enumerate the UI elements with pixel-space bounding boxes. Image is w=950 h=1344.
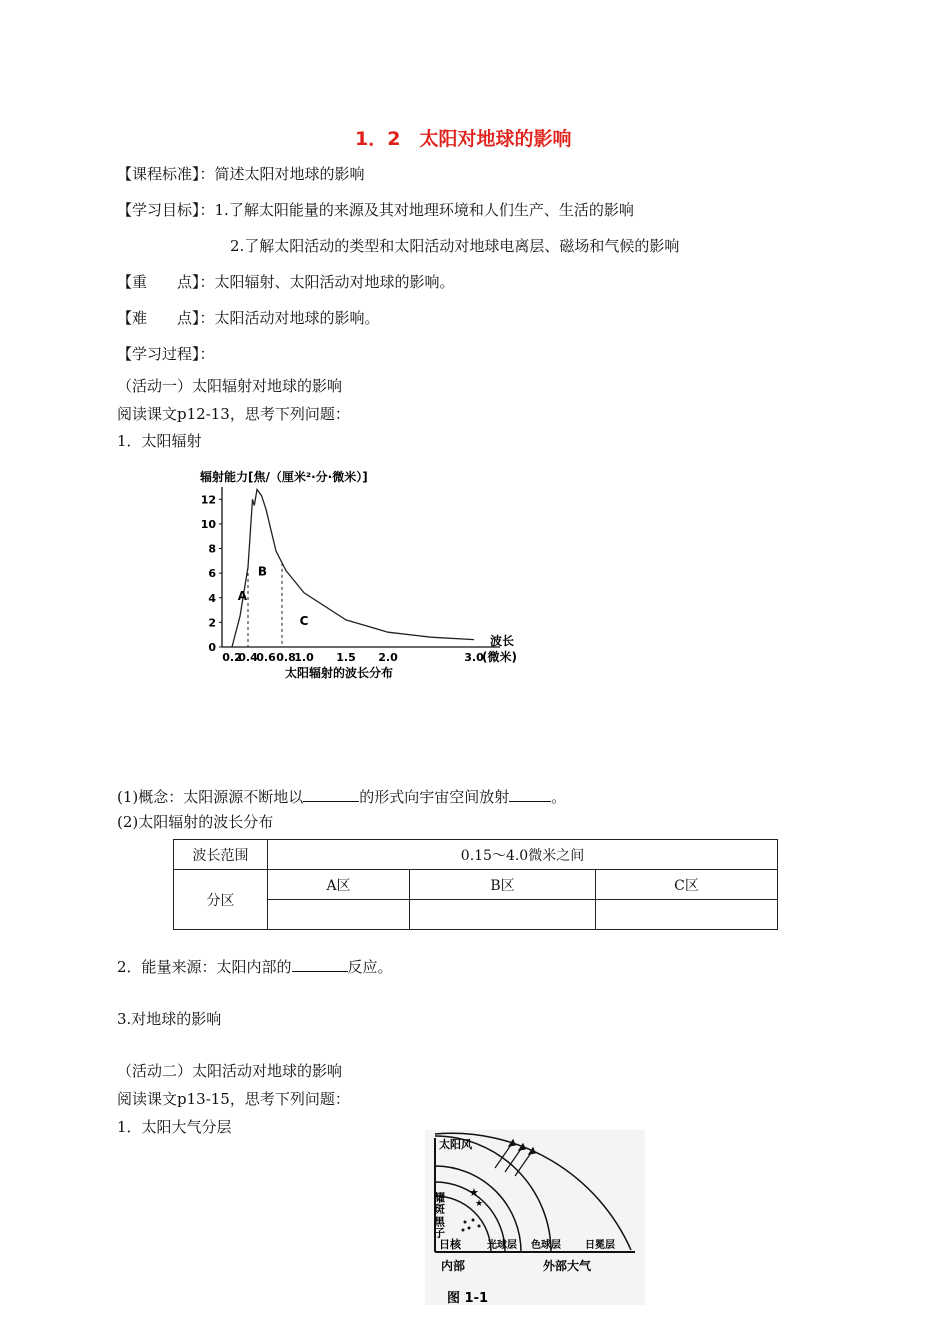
difficult-point-label: 【难 点】：: [117, 309, 215, 327]
activity2-read: 阅读课文p13-15，思考下列问题：: [117, 1090, 350, 1108]
course-standard-label: 【课程标准】：: [117, 165, 215, 183]
concept-text-c: 。: [551, 788, 567, 806]
zone-a-answer[interactable]: [268, 900, 410, 930]
key-point-label: 【重 点】：: [117, 273, 215, 291]
chart-title: 太阳辐射的波长分布: [285, 666, 394, 680]
figure-caption: 图 1-1: [447, 1291, 489, 1306]
y-tick-label: 10: [200, 517, 216, 531]
concept-text-b: 的形式向宇宙空间放射: [359, 788, 510, 806]
course-standard-text: 简述太阳对地球的影响: [214, 165, 365, 183]
x-tick-label: 2.0: [378, 651, 398, 664]
page-title: 1．2 太阳对地球的影响: [355, 128, 572, 150]
zone-label: 分区: [174, 870, 268, 930]
difficult-point: [117, 307, 380, 328]
answer-blank-form[interactable]: [303, 786, 359, 802]
energy-text-b: 反应。: [347, 958, 393, 976]
y-tick-label: 12: [200, 493, 216, 507]
y-tick-label: 4: [208, 591, 216, 605]
x-tick-label: 1.0: [294, 651, 314, 664]
layer-corona: 日冕层: [585, 1240, 615, 1251]
activity2-q1: 1．太阳大气分层: [117, 1118, 232, 1136]
solar-atmosphere-figure: [425, 1130, 645, 1310]
key-point-text: 太阳辐射、太阳活动对地球的影响。: [214, 273, 455, 291]
wavelength-table: [173, 839, 778, 930]
activity1-q1: 1．太阳辐射: [117, 432, 202, 450]
activity2-title: （活动二）太阳活动对地球的影响: [117, 1062, 343, 1080]
learning-goal-1: 1.了解太阳能量的来源及其对地理环境和人们生产、生活的影响: [214, 201, 634, 219]
learning-goal-2: 2.了解太阳活动的类型和太阳活动对地球电离层、磁场和气候的影响: [230, 237, 680, 255]
course-standard: [117, 163, 365, 184]
label-flare: 耀斑: [432, 1192, 446, 1214]
x-tick-label: 0.8: [276, 651, 296, 664]
activity1-read: 阅读课文p12-13，思考下列问题：: [117, 405, 350, 423]
x-tick-label: 0.6: [256, 651, 276, 664]
energy-text-a: 2．能量来源：太阳内部的: [117, 958, 292, 976]
answer-blank-substance[interactable]: [509, 786, 551, 802]
star-icon: ★: [469, 1186, 479, 1199]
zone-b: B区: [410, 870, 596, 900]
zone-a: A区: [268, 870, 410, 900]
answer-blank-reaction[interactable]: [292, 956, 348, 972]
label-solar-wind: 太阳风: [439, 1138, 472, 1151]
chart-ylabel: 辐射能力[焦/（厘米²·分·微米）]: [200, 470, 368, 484]
radiation-curve: [232, 490, 474, 648]
learning-goals-label: 【学习目标】：: [117, 201, 215, 219]
region-label-b: B: [257, 564, 267, 579]
y-tick-label: 6: [208, 567, 216, 581]
figure-background: [425, 1130, 645, 1305]
y-tick-label: 2: [208, 616, 216, 630]
y-tick-label: 0: [208, 641, 216, 654]
learning-goals: [117, 199, 634, 220]
chart-x-unit-label: 波长: [490, 634, 515, 648]
layer-core: 日核: [439, 1238, 461, 1251]
zone-c-answer[interactable]: [596, 900, 778, 930]
label-sunspot: 黑子: [432, 1216, 446, 1238]
impact-heading: 3.对地球的影响: [117, 1010, 222, 1028]
key-point: [117, 271, 455, 292]
region-label-a: A: [237, 589, 248, 604]
concept-text-a: (1)概念：太阳源源不断地以: [117, 788, 304, 806]
x-tick-label: 0.4: [238, 651, 258, 664]
layer-photosphere: 光球层: [487, 1240, 517, 1251]
range-label: 波长范围: [174, 840, 268, 870]
region-label-c: C: [299, 613, 309, 628]
layer-chromosphere: 色球层: [531, 1240, 561, 1251]
x-tick-label: 3.0: [464, 651, 484, 664]
radiation-chart: [190, 465, 530, 685]
zone-b-answer[interactable]: [410, 900, 596, 930]
zone-c: C区: [596, 870, 778, 900]
wavelength-distribution-heading: (2)太阳辐射的波长分布: [117, 813, 274, 831]
range-value: 0.15～4.0微米之间: [268, 840, 778, 870]
label-outer-atmosphere: 外部大气: [543, 1259, 592, 1273]
label-interior: 内部: [441, 1259, 466, 1273]
energy-source-line: [117, 956, 393, 977]
y-tick-label: 8: [208, 542, 216, 556]
process-label: 【学习过程】：: [117, 345, 215, 363]
star-icon: ★: [475, 1199, 484, 1209]
concept-line: [117, 786, 566, 807]
x-tick-label: 0.2: [222, 651, 242, 664]
chart-x-unit: (微米): [482, 650, 517, 664]
activity1-title: （活动一）太阳辐射对地球的影响: [117, 377, 343, 395]
difficult-point-text: 太阳活动对地球的影响。: [214, 309, 380, 327]
x-tick-label: 1.5: [336, 651, 356, 664]
